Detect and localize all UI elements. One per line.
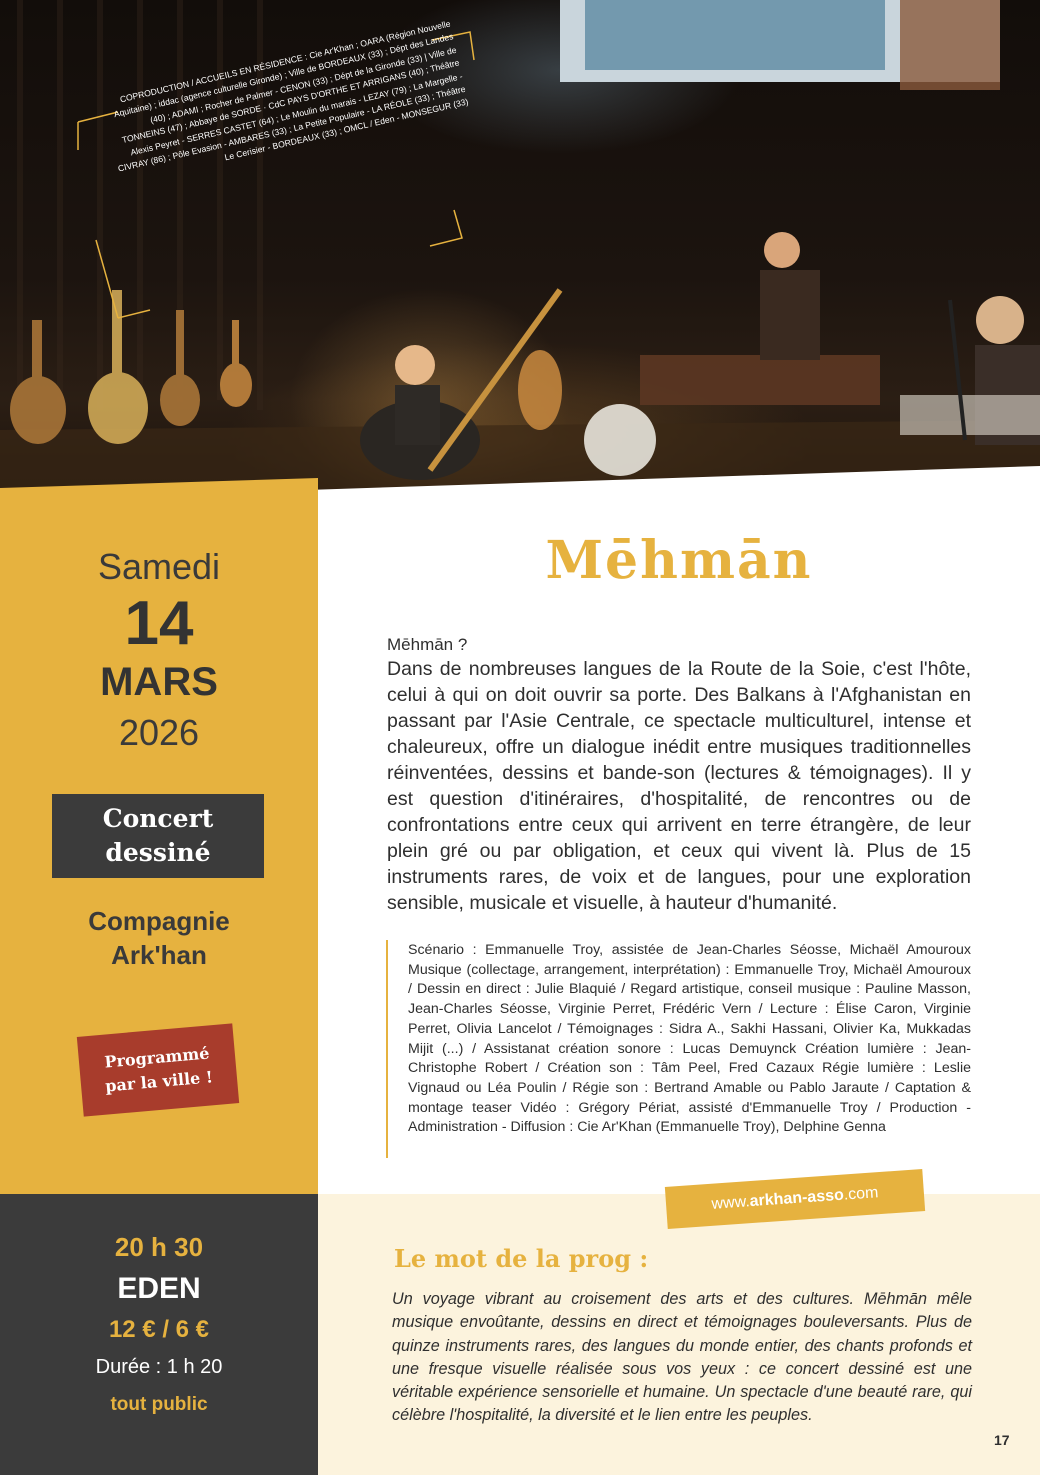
genre-label: Concert dessiné <box>102 804 214 867</box>
programme-badge <box>77 1023 239 1116</box>
event-month: MARS <box>100 660 218 704</box>
event-time: 20 h 30 <box>114 1232 204 1262</box>
page-number: 17 <box>994 1432 1010 1448</box>
stage-photo <box>0 0 1040 500</box>
prog-title: Le mot de la prog : <box>394 1244 649 1273</box>
prog-text: Un voyage vibrant au croisement des arts et des cultures. Mēhmān mêle musique envoûtante, dessins en direct et témoignages bouleversants. Plus de quinze instruments rares, des langues du monde entier, des chants profonds et une fresque visuelle réalisée sous vos yeux : ce concert dessiné est une véritable expérience sensorielle et humaine. Un spectacle d'une beauté rare, qui célèbre l'hospitalité, la diversité et le lien entre les peuples. <box>392 1290 972 1425</box>
photo-diagonal-edge <box>0 0 1040 500</box>
event-duration: Durée : 1 h 20 <box>95 1356 223 1378</box>
event-venue: EDEN <box>117 1272 201 1305</box>
crew-accent-bar <box>386 940 388 1158</box>
company-name: Compagnie Ark'han <box>88 906 230 970</box>
crew-credits: Scénario : Emmanuelle Troy, assistée de Jean-Charles Séosse, Michaël Amouroux Musique (collectage, arrangement, interprétation) : Emmanuelle Troy, Michaël Amouroux / Dessin en direct : Julie Blaquié / Regard artistique, conseil musique : Pauline Masson, Jean-Charles Séosse, Virginie Perret, Frédéric Vern / Lecture : Élise Caron, Virginie Perret, Olivia Lancelot / Témoignages : Sidra A., Sakhi Hassani, Olivier Ka, Mukkadas Mijit (...) / Assistanat création sonore : Lucas Demuynck Création lumière : Jean-Christophe Robert / Création son : Tâm Peel, Fred Cazaux Régie lumière : Leslie Vignaud ou Léa Poulin / Régie son : Bertrand Amable ou Pablo Jaraute / Captation & montage teaser Vidéo : Grégory Périat, assisté d'Emmanuelle Troy / Production - Administration - Diffusion : Cie Ar'Khan (Emmanuelle Troy), Delphine Genna <box>408 942 971 1136</box>
event-year: 2026 <box>118 712 200 753</box>
coproduction-credits: COPRODUCTION / ACCUEILS EN RÉSIDENCE : Cie Ar'Khan ; OARA (Région Nouvelle Aquitaine) ; iddac (agence culturelle Gironde) ; Ville de BORDEAUX (33) ; Dépt des Landes (40) ; ADAMI ; Rocher de Palmer - CENON (33) ; Dépt de la Gironde (33) | Ville de TONNEINS (47) ; Abbaye de SORDE · CdC PAYS D'ORTHE ET ARRIGANS (40) ; Théâtre Alexis Peyret - SERRES CASTET (64) ; Le Moulin du marais - LEZAY (79) ; La Margelle - CIVRAY (86) ; Pôle Evasion - AMBARES (33) ; La Petite Populaire - LA RÉOLE (33) ; Théâtre Le Cerisier - BORDEAUX (33) ; OMCL / Eden - MONSEGUR (33) <box>112 18 470 174</box>
website-url: www.arkhan-asso.com <box>710 1184 879 1213</box>
event-price: 12 € / 6 € <box>108 1316 210 1343</box>
event-day-number: 14 <box>124 589 194 658</box>
show-description: Dans de nombreuses langues de la Route de la Soie, c'est l'hôte, celui à qui on doit ouvrir sa porte. Des Balkans à l'Afghanistan en passant par l'Asie Centrale, ce spectacle multiculturel, intense et chaleureux, offre un dialogue inédit entre musiques traditionnelles réinventées, dessins et bande-son (lectures & témoignages). Il y est question d'itinéraires, d'hospitalité, de rencontres ou de confrontations entre ceux qui arrivent en terre étrangère, de leur plein gré ou par obligation, et ceux qui vivent là. Plus de 15 instruments rares, de voix et de langues, pour une exploration sensible, musicale et visuelle, à hauteur d'humanité. <box>387 658 971 914</box>
show-title: Mēhmān <box>545 530 813 591</box>
show-lead-question: Mēhmān ? <box>387 635 468 654</box>
event-audience: tout public <box>110 1394 208 1415</box>
programme-badge-label: Programmé par la ville ! <box>103 1043 214 1096</box>
event-day-name: Samedi <box>97 546 221 587</box>
genre-box <box>52 794 264 878</box>
